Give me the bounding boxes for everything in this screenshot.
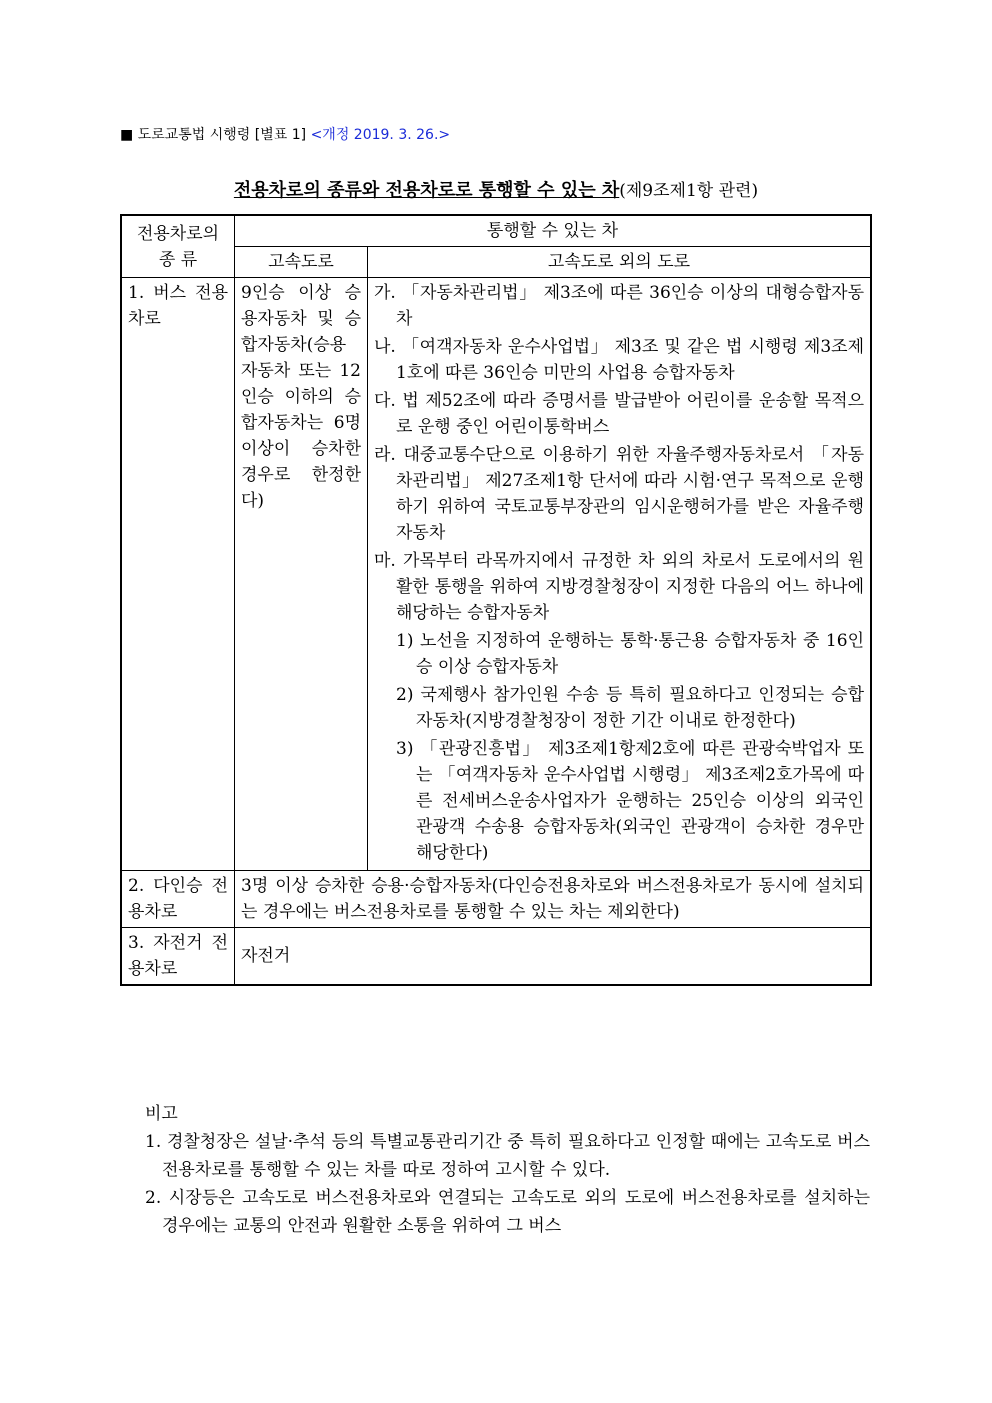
- table-row: [121, 278, 871, 871]
- table-header-row: [121, 215, 871, 247]
- title-related-article: (제9조제1항 관련): [619, 181, 759, 201]
- list-item: 나. 「여객자동차 운수사업법」 제3조 및 같은 법 시행령 제3조제1호에 따른 36인승 미만의 사업용 승합자동차: [374, 337, 864, 383]
- header-allowed-vehicles: 통행할 수 있는 차: [235, 215, 872, 247]
- table-row: [121, 871, 871, 928]
- list-item: 다. 법 제52조에 따라 증명서를 발급받아 어린이를 운송할 목적으로 운행 중인 어린이통학버스: [374, 391, 864, 437]
- list-item: 2. 시장등은 고속도로 버스전용차로와 연결되는 고속도로 외의 도로에 버스전용차로를 설치하는 경우에는 교통의 안전과 원활한 소통을 위하여 그 버스: [145, 1188, 870, 1236]
- sub-list-item: 3) 「관광진흥법」 제3조제1항제2호에 따른 관광숙박업자 또는 「여객자동차 운수사업법 시행령」 제3조제2호가목에 따른 전세버스운송사업자가 운행하는 25인승 이상의 외국인 관광객 수송용 승합자동차(외국인 관광객이 승차한 경우만 해당한다): [396, 739, 864, 863]
- title-main: 전용차로의 종류와 전용차로로 통행할 수 있는 차: [233, 180, 620, 201]
- amendment-date: <개정 2019. 3. 26.>: [310, 127, 451, 143]
- sub-list-item: 2) 국제행사 참가인원 수송 등 특히 필요하다고 인정되는 승합자동차(지방경찰청장이 정한 기간 이내로 한정한다): [396, 685, 864, 731]
- row-bus-lane-highway: 9인승 이상 승용자동차 및 승합자동차(승용자동차 또는 12인승 이하의 승합자동차는 6명 이상이 승차한 경우로 한정한다): [235, 278, 368, 871]
- document-header: [120, 124, 450, 144]
- table-row: [121, 928, 871, 986]
- remarks: [145, 1100, 870, 1240]
- row-bicycle-lane-type: 3. 자전거 전용차로: [121, 928, 235, 986]
- row-multi-occupancy-type: 2. 다인승 전용차로: [121, 871, 235, 928]
- sub-list-item: 1) 노선을 지정하여 운행하는 통학·통근용 승합자동차 중 16인승 이상 승합자동차: [396, 631, 864, 677]
- list-item: 마. 가목부터 라목까지에서 규정한 차 외의 차로서 도로에서의 원활한 통행을 위하여 지방경찰청장이 지정한 다음의 어느 하나에 해당하는 승합자동차: [374, 551, 864, 623]
- row-bus-lane-other-roads: [368, 278, 872, 871]
- header-prefix: ■ 도로교통법 시행령 [별표 1]: [120, 127, 311, 143]
- list-item: 가. 「자동차관리법」 제3조에 따른 36인승 이상의 대형승합자동차: [374, 283, 864, 329]
- header-lane-type-line1: 전용차로의: [136, 223, 220, 244]
- list-item: 라. 대중교통수단으로 이용하기 위한 자율주행자동차로서 「자동차관리법」 제27조제1항 단서에 따라 시험·연구 목적으로 운행하기 위하여 국토교통부장관의 임시운행허가를 받은 자율주행자동차: [374, 445, 864, 543]
- header-highway: 고속도로: [235, 247, 368, 278]
- header-other-roads: 고속도로 외의 도로: [368, 247, 872, 278]
- row-multi-occupancy-vehicles: 3명 이상 승차한 승용·승합자동차(다인승전용차로와 버스전용차로가 동시에 설치되는 경우에는 버스전용차로를 통행할 수 있는 차는 제외한다): [235, 871, 872, 928]
- list-item: 1. 경찰청장은 설날·추석 등의 특별교통관리기간 중 특히 필요하다고 인정할 때에는 고속도로 버스전용차로를 통행할 수 있는 차를 따로 정하여 고시할 수 있다.: [145, 1132, 870, 1180]
- row-bicycle-lane-vehicles: 자전거: [235, 928, 872, 986]
- header-lane-type-line2: 종 류: [158, 249, 198, 270]
- page-title: [120, 176, 872, 202]
- remarks-heading: 비고: [145, 1104, 178, 1124]
- row-bus-lane-type: 1. 버스 전용차로: [121, 278, 235, 871]
- lane-table: [120, 214, 872, 986]
- header-lane-type: [121, 215, 235, 278]
